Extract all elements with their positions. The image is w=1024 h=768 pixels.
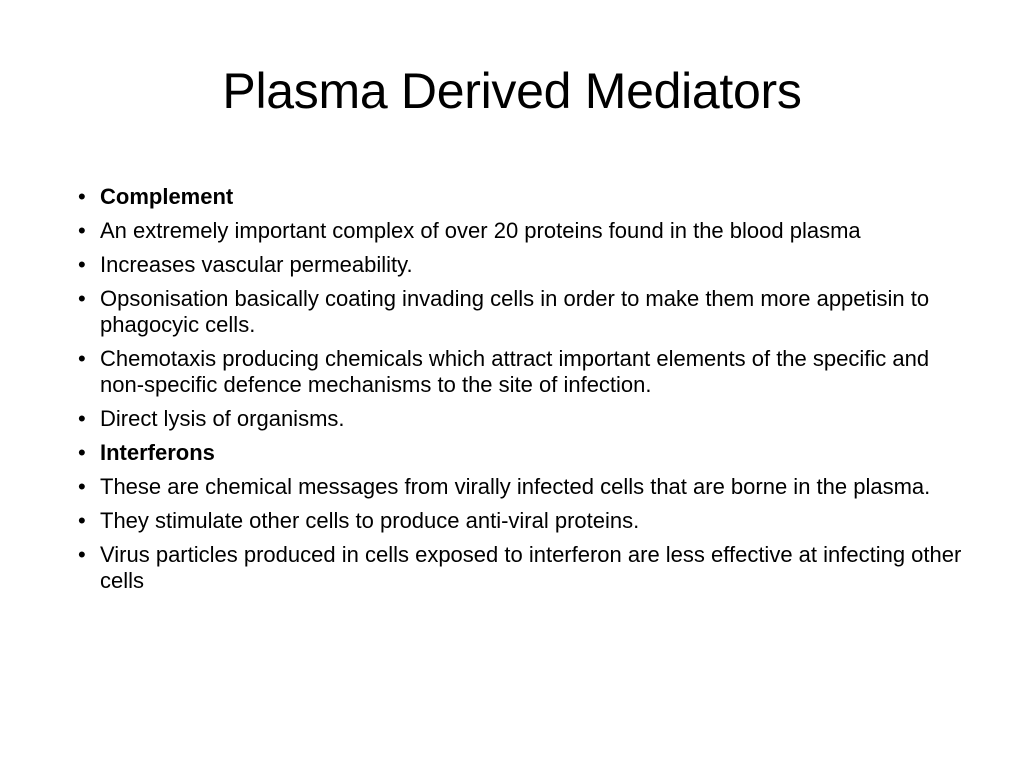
bullet-icon: • (78, 542, 86, 567)
section-heading: Complement (100, 184, 234, 209)
bullet-text: Virus particles produced in cells exposed to interferon are less effective at infecting other cells (100, 542, 962, 593)
bullet-icon: • (78, 184, 86, 209)
list-item (68, 508, 968, 534)
bullet-text: An extremely important complex of over 20 proteins found in the blood plasma (100, 218, 861, 243)
list-item (68, 440, 968, 466)
bullet-text: Direct lysis of organisms. (100, 406, 345, 431)
bullet-text: Increases vascular permeability. (100, 252, 413, 277)
list-item (68, 474, 968, 500)
bullet-icon: • (78, 346, 86, 371)
bullet-icon: • (78, 286, 86, 311)
list-item (68, 542, 968, 594)
bullet-text: These are chemical messages from virally infected cells that are borne in the plasma. (100, 474, 931, 499)
list-item (68, 346, 968, 398)
section-heading: Interferons (100, 440, 215, 465)
slide-title: Plasma Derived Mediators (222, 63, 802, 119)
bullet-icon: • (78, 252, 86, 277)
list-item (68, 218, 968, 244)
list-item (68, 252, 968, 278)
bullet-text: Chemotaxis producing chemicals which attract important elements of the specific and non-specific defence mechanisms to the site of infection. (100, 346, 930, 397)
bullet-text: They stimulate other cells to produce anti-viral proteins. (100, 508, 640, 533)
bullet-icon: • (78, 474, 86, 499)
list-item (68, 286, 968, 338)
list-item (68, 406, 968, 432)
bullet-text: Opsonisation basically coating invading cells in order to make them more appetisin to phagocyic cells. (100, 286, 930, 337)
bullet-icon: • (78, 508, 86, 533)
bullet-icon: • (78, 440, 86, 465)
list-item (68, 184, 968, 210)
bullet-icon: • (78, 406, 86, 431)
bullet-list (68, 184, 968, 602)
bullet-icon: • (78, 218, 86, 243)
